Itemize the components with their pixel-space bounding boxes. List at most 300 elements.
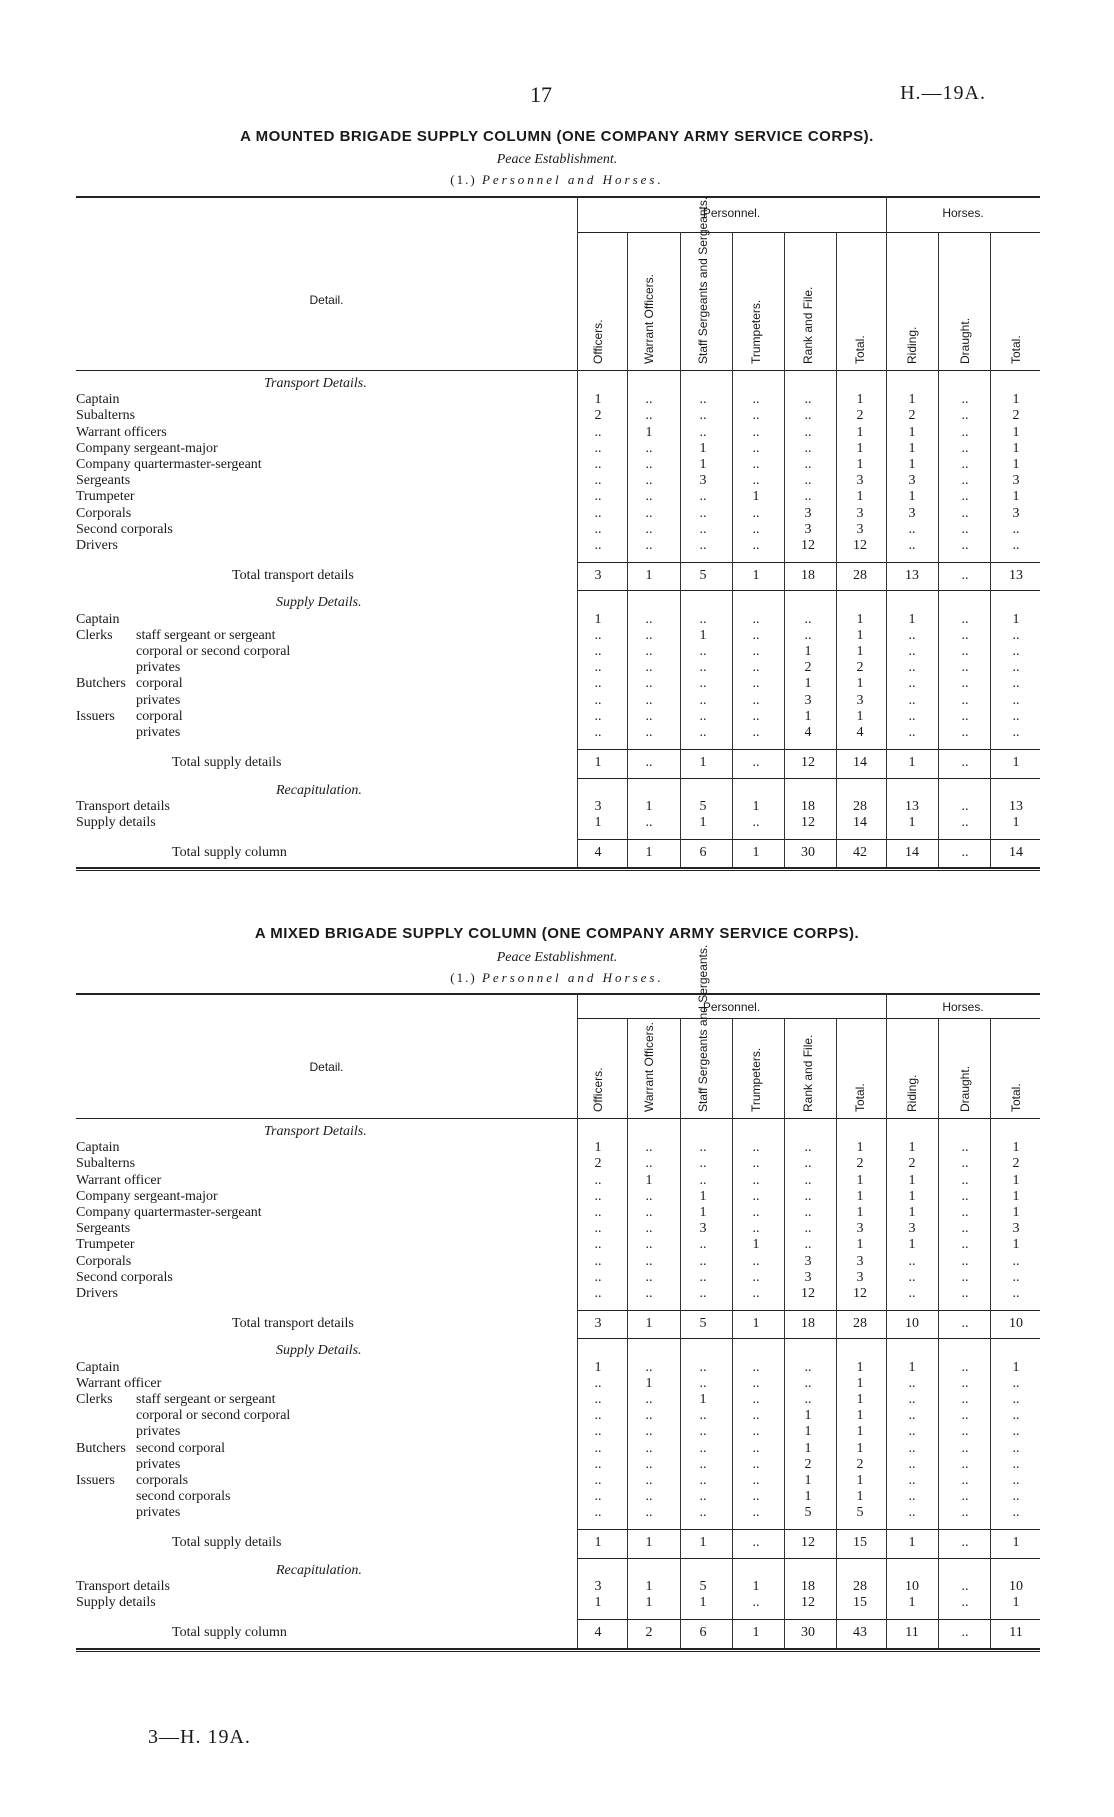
table-row [76, 644, 1020, 660]
table-cell: .. [752, 457, 760, 472]
table-cell: .. [961, 1315, 969, 1331]
table-cell: 1 [1012, 1205, 1020, 1220]
table-row [76, 1269, 1020, 1286]
table-cell: 14 [853, 814, 867, 830]
column-header: Officers. [591, 1067, 605, 1112]
table-cell: .. [1012, 1456, 1020, 1472]
table-cell: 1 [1012, 457, 1020, 472]
table-cell: .. [752, 1140, 760, 1156]
table-cell: .. [699, 660, 707, 676]
table-cell: 1 [645, 1535, 653, 1551]
table-cell: .. [752, 1408, 760, 1424]
rule-line [577, 1310, 1040, 1311]
table-cell: 1 [908, 1205, 916, 1220]
column-divider [784, 1018, 785, 1648]
table-cell: 5 [699, 1579, 707, 1595]
table-cell: .. [645, 1188, 653, 1204]
table-row [76, 1221, 1020, 1237]
table-cell: 1 [856, 1359, 864, 1375]
column-divider [627, 232, 628, 867]
row-label: Company quartermaster-sergeant [76, 457, 262, 472]
table-cell: .. [594, 1392, 602, 1408]
table-row [76, 1595, 1020, 1611]
table-cell: 2 [856, 408, 864, 424]
row-label: Total supply column [172, 844, 287, 860]
table-cell: .. [961, 611, 969, 627]
row-label: second corporals [136, 1489, 231, 1505]
table-cell: .. [645, 1456, 653, 1472]
table-row [76, 408, 1020, 424]
table-cell: .. [1012, 1424, 1020, 1440]
table-cell: .. [594, 676, 602, 692]
row-group-label: Clerks [76, 627, 113, 643]
table-cell: 15 [853, 1535, 867, 1551]
table-cell: 1 [856, 1440, 864, 1456]
table-cell: .. [645, 457, 653, 472]
section-subheading [0, 172, 1114, 188]
table-cell: 3 [699, 1221, 707, 1237]
table-cell: .. [594, 1188, 602, 1204]
table-cell: 3 [594, 567, 602, 583]
table-cell: .. [594, 457, 602, 472]
table-cell: 1 [856, 424, 864, 440]
column-header: Total. [1009, 335, 1023, 364]
table-cell: .. [908, 1440, 916, 1456]
table-cell: .. [804, 457, 812, 472]
table-cell: .. [699, 1156, 707, 1172]
row-label: Sergeants [76, 473, 131, 489]
table-cell: 1 [645, 1375, 653, 1391]
table-cell: 2 [908, 1156, 916, 1172]
rule-line [577, 1619, 1040, 1620]
table-cell: .. [645, 1140, 653, 1156]
table-cell: .. [908, 1424, 916, 1440]
table-row [76, 1375, 1020, 1392]
table-cell: .. [804, 1221, 812, 1237]
row-label: Drivers [76, 1286, 118, 1301]
table-cell: .. [752, 1489, 760, 1505]
table-cell: 14 [1009, 844, 1023, 860]
table-cell: .. [645, 1440, 653, 1456]
table-cell: 1 [908, 457, 916, 472]
table-cell: .. [908, 692, 916, 708]
table-cell: .. [594, 1269, 602, 1285]
table-cell: .. [699, 1140, 707, 1156]
table-cell: .. [961, 1205, 969, 1220]
table-cell: .. [645, 1269, 653, 1285]
table-cell: .. [645, 489, 653, 505]
table-cell: 1 [699, 440, 707, 456]
row-label: Transport details [76, 1579, 170, 1595]
table-cell: .. [1012, 725, 1020, 741]
row-label: Captain [76, 1359, 120, 1375]
table-cell: .. [961, 1237, 969, 1253]
table-cell: .. [961, 844, 969, 860]
table-row [76, 814, 1020, 831]
table-cell: .. [594, 708, 602, 724]
table-cell: 1 [699, 814, 707, 830]
table-cell: .. [961, 1140, 969, 1156]
column-divider [577, 1018, 578, 1648]
table-cell: .. [752, 1188, 760, 1204]
table-cell: 1 [1012, 1359, 1020, 1375]
table-cell: .. [961, 644, 969, 660]
table-cell: 1 [752, 567, 760, 583]
table-cell: 12 [801, 814, 815, 830]
column-divider [577, 196, 578, 232]
rule-line [577, 1338, 1040, 1339]
table-row [76, 521, 1020, 538]
table-cell: .. [1012, 1392, 1020, 1408]
table-cell: 15 [853, 1595, 867, 1611]
table-cell: 3 [908, 473, 916, 489]
row-group-label: Butchers [76, 1440, 126, 1456]
table-cell: 1 [1012, 392, 1020, 408]
table-cell: .. [594, 505, 602, 521]
table-cell: .. [752, 1172, 760, 1188]
table-cell: .. [908, 1489, 916, 1505]
table-cell: .. [594, 1408, 602, 1424]
table-row [76, 392, 1020, 408]
table-cell: 1 [1012, 440, 1020, 456]
table-cell: 5 [699, 798, 707, 814]
table-cell: 1 [1012, 424, 1020, 440]
column-header: Draught. [958, 1065, 972, 1112]
table-cell: .. [645, 708, 653, 724]
table-cell: .. [908, 627, 916, 643]
rule-line [577, 749, 1040, 750]
table-cell: 30 [801, 844, 815, 860]
table-cell: .. [645, 1505, 653, 1521]
table-row [76, 1172, 1020, 1189]
table-cell: .. [752, 676, 760, 692]
table-cell: 3 [856, 1253, 864, 1269]
table-cell: .. [594, 692, 602, 708]
table-row [76, 692, 1020, 709]
table-row [76, 538, 1020, 554]
table-cell: .. [752, 521, 760, 537]
table-cell: 1 [752, 844, 760, 860]
table-cell: 1 [856, 1408, 864, 1424]
row-group-label: Issuers [76, 1473, 115, 1489]
table-cell: 12 [801, 1286, 815, 1301]
table-cell: .. [699, 1489, 707, 1505]
table-row [76, 660, 1020, 676]
table-cell: 12 [801, 1535, 815, 1551]
table-cell: 3 [1012, 473, 1020, 489]
table-cell: .. [594, 424, 602, 440]
table-cell: 2 [856, 660, 864, 676]
table-cell: 10 [1009, 1315, 1023, 1331]
row-group-label: Issuers [76, 708, 115, 724]
table-cell: .. [699, 408, 707, 424]
table-cell: .. [699, 1253, 707, 1269]
section-subtitle: Peace Establishment. [496, 152, 618, 167]
column-divider [836, 232, 837, 867]
table-cell: 1 [908, 1595, 916, 1611]
table-row [76, 1237, 1020, 1253]
table-cell: 30 [801, 1625, 815, 1641]
table-cell: .. [908, 1286, 916, 1301]
table-cell: .. [961, 676, 969, 692]
section-title: A MIXED BRIGADE SUPPLY COLUMN (ONE COMPANY ARMY SERVICE CORPS). [254, 925, 860, 942]
detail-column-header: Detail. [309, 1060, 344, 1074]
table-cell: 14 [853, 754, 867, 770]
row-label: Warrant officers [76, 424, 167, 440]
table-cell: .. [961, 627, 969, 643]
table-cell: .. [699, 1286, 707, 1301]
rule-line [577, 590, 1040, 591]
table-cell: .. [594, 660, 602, 676]
table-cell: .. [961, 473, 969, 489]
table-cell: 1 [908, 611, 916, 627]
table-row [76, 708, 1020, 725]
table-cell: .. [594, 725, 602, 741]
table-cell: 28 [853, 1315, 867, 1331]
table-cell: 43 [853, 1625, 867, 1641]
table-cell: 2 [1012, 1156, 1020, 1172]
table-cell: .. [594, 473, 602, 489]
row-label: Trumpeter [76, 489, 135, 505]
table-cell: 18 [801, 1579, 815, 1595]
table-cell: .. [699, 692, 707, 708]
table-cell: 5 [856, 1505, 864, 1521]
grand-total-row [76, 844, 1023, 861]
table-cell: .. [804, 424, 812, 440]
table-row [76, 1424, 1020, 1440]
table-cell: 5 [699, 567, 707, 583]
column-header: Total. [853, 1083, 867, 1112]
table-cell: .. [961, 1221, 969, 1237]
table-row [76, 1473, 1020, 1489]
table-cell: 1 [594, 1359, 602, 1375]
table-row [76, 1286, 1020, 1302]
table-cell: 1 [1012, 611, 1020, 627]
table-cell: .. [961, 538, 969, 553]
table-cell: 12 [801, 1595, 815, 1611]
table-cell: 1 [1012, 1172, 1020, 1188]
table-cell: .. [1012, 538, 1020, 553]
table-cell: .. [1012, 1505, 1020, 1521]
column-header: Trumpeters. [749, 299, 763, 364]
table-cell: 1 [1012, 1595, 1020, 1611]
row-label: Second corporals [76, 521, 173, 537]
table-cell: .. [908, 725, 916, 741]
table-cell: .. [1012, 1473, 1020, 1489]
table-cell: 1 [856, 1188, 864, 1204]
rule-line [577, 839, 1040, 840]
section-title: A MOUNTED BRIGADE SUPPLY COLUMN (ONE COMPANY ARMY SERVICE CORPS). [240, 128, 874, 145]
column-divider [886, 232, 887, 867]
table-cell: .. [645, 1473, 653, 1489]
table-row [76, 457, 1020, 473]
table-cell: .. [645, 754, 653, 770]
table-cell: 2 [594, 1156, 602, 1172]
row-label: staff sergeant or sergeant [136, 627, 276, 643]
table-cell: 1 [856, 1473, 864, 1489]
table-row [76, 1156, 1020, 1172]
table-cell: 4 [594, 1625, 602, 1641]
table-row [76, 424, 1020, 441]
section-subtitle: Peace Establishment. [496, 950, 618, 965]
table-cell: 6 [699, 1625, 707, 1641]
table-cell: .. [908, 660, 916, 676]
table-cell: 1 [856, 1237, 864, 1253]
table-cell: .. [699, 611, 707, 627]
table-cell: 1 [804, 644, 812, 660]
column-divider [577, 993, 578, 1018]
table-cell: 2 [856, 1156, 864, 1172]
rule-line [76, 993, 1040, 995]
table-cell: .. [961, 1535, 969, 1551]
table-cell: .. [752, 1473, 760, 1489]
row-label: Drivers [76, 538, 118, 553]
table-cell: 1 [1012, 1140, 1020, 1156]
table-cell: .. [961, 521, 969, 537]
table-cell: .. [908, 521, 916, 537]
table-cell: .. [645, 505, 653, 521]
table-cell: 1 [699, 457, 707, 472]
rule-line [577, 778, 1040, 779]
table-cell: 5 [804, 1505, 812, 1521]
table-cell: .. [1012, 1253, 1020, 1269]
table-cell: .. [752, 408, 760, 424]
table-cell: 1 [699, 1188, 707, 1204]
table-cell: .. [752, 1535, 760, 1551]
table-cell: .. [961, 1286, 969, 1301]
table-row [76, 1140, 1020, 1156]
row-label: Warrant officer [76, 1375, 162, 1391]
table-cell: .. [908, 1505, 916, 1521]
subheading-number: (1.) [450, 172, 477, 187]
table-cell: .. [961, 814, 969, 830]
table-cell: .. [961, 1253, 969, 1269]
row-label: Total supply column [172, 1625, 287, 1641]
table-row [76, 1205, 1020, 1221]
table-cell: .. [699, 1269, 707, 1285]
column-divider [886, 993, 887, 1018]
table-cell: .. [752, 644, 760, 660]
column-header: Total. [1009, 1083, 1023, 1112]
row-label: Captain [76, 1140, 120, 1156]
table-row [76, 1440, 1020, 1457]
table-cell: .. [752, 1359, 760, 1375]
table-cell: .. [1012, 1440, 1020, 1456]
table-cell: .. [752, 538, 760, 553]
table-cell: .. [594, 489, 602, 505]
table-cell: 10 [905, 1579, 919, 1595]
table-cell: 1 [856, 440, 864, 456]
table-cell: .. [908, 1375, 916, 1391]
table-cell: .. [594, 521, 602, 537]
table-cell: .. [699, 1172, 707, 1188]
subheading-number: (1.) [450, 970, 477, 985]
table-cell: .. [961, 1392, 969, 1408]
table-cell: 3 [804, 692, 812, 708]
table-cell: 5 [699, 1315, 707, 1331]
table-cell: 3 [594, 1579, 602, 1595]
table-cell: 1 [645, 424, 653, 440]
row-label: Company sergeant-major [76, 1188, 218, 1204]
table-cell: .. [645, 1392, 653, 1408]
row-group-label: Clerks [76, 1392, 113, 1408]
table-cell: .. [1012, 1408, 1020, 1424]
table-row [76, 1408, 1020, 1424]
column-header: Rank and File. [801, 286, 815, 364]
table-cell: 1 [908, 1535, 916, 1551]
table-cell: 1 [594, 814, 602, 830]
table-cell: 12 [853, 538, 867, 553]
table-cell: .. [752, 1392, 760, 1408]
table-cell: .. [961, 1579, 969, 1595]
table-cell: .. [594, 1221, 602, 1237]
table-cell: .. [752, 692, 760, 708]
table-cell: 1 [645, 1172, 653, 1188]
row-label: Supply details [76, 814, 156, 830]
total-row [76, 567, 1023, 584]
page-footer: 3—H. 19A. [148, 1726, 251, 1748]
table-cell: 13 [1009, 798, 1023, 814]
total-row [76, 1315, 1023, 1332]
table-cell: .. [804, 1375, 812, 1391]
table-cell: .. [594, 627, 602, 643]
table-cell: 12 [801, 538, 815, 553]
table-cell: 1 [594, 1595, 602, 1611]
row-label: Corporals [76, 1253, 132, 1269]
table-row [76, 1505, 1020, 1521]
table-cell: 10 [905, 1315, 919, 1331]
row-label: Subalterns [76, 1156, 136, 1172]
table-cell: .. [961, 725, 969, 741]
row-label: Captain [76, 611, 120, 627]
table-cell: .. [594, 538, 602, 553]
table-cell: .. [908, 1392, 916, 1408]
table-cell: .. [752, 440, 760, 456]
row-label: Transport details [76, 798, 170, 814]
table-cell: .. [645, 676, 653, 692]
table-cell: 1 [856, 708, 864, 724]
table-cell: .. [961, 1473, 969, 1489]
table-cell: 1 [594, 611, 602, 627]
table-cell: 13 [1009, 567, 1023, 583]
table-cell: 4 [804, 725, 812, 741]
column-header: Staff Sergeants and Sergeants. [696, 944, 710, 1112]
table-cell: 13 [905, 798, 919, 814]
table-cell: 1 [699, 1392, 707, 1408]
column-header: Staff Sergeants and Sergeants. [696, 196, 710, 364]
table-cell: .. [961, 489, 969, 505]
table-row [76, 505, 1020, 522]
table-cell: .. [594, 1440, 602, 1456]
table-cell: .. [961, 1625, 969, 1641]
table-cell: .. [961, 440, 969, 456]
rule-line [76, 1651, 1040, 1652]
table-cell: .. [699, 392, 707, 408]
table-cell: .. [699, 521, 707, 537]
table-cell: 1 [699, 754, 707, 770]
table-cell: .. [645, 1286, 653, 1301]
table-cell: 1 [699, 1205, 707, 1220]
column-divider [886, 196, 887, 232]
row-label: privates [136, 692, 181, 708]
column-divider [732, 232, 733, 867]
supply-heading: Supply Details. [276, 595, 362, 611]
rule-line [76, 867, 1040, 869]
table-cell: .. [961, 1172, 969, 1188]
table-cell: .. [908, 1456, 916, 1472]
table-cell: .. [594, 1286, 602, 1301]
total-row [76, 1535, 1020, 1551]
